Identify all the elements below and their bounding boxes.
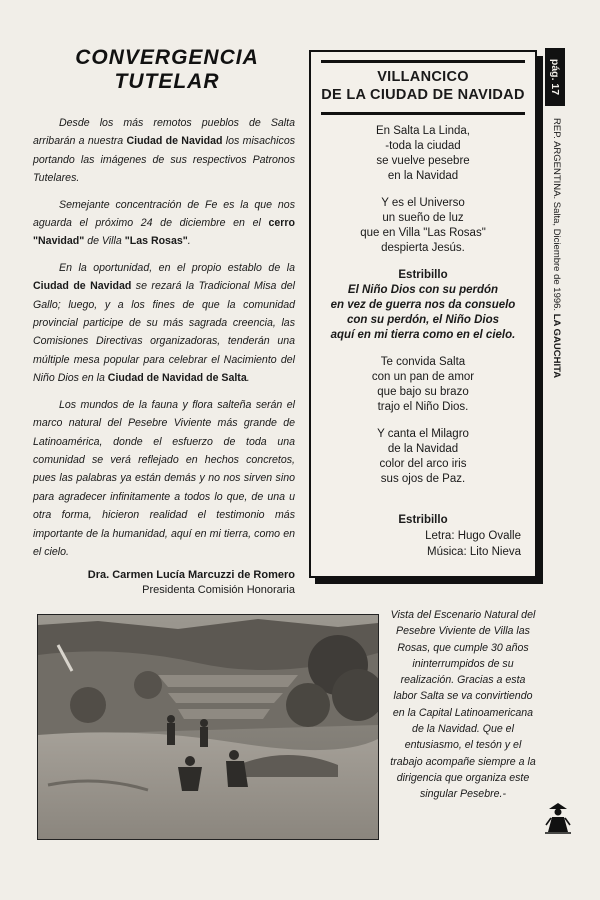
verse-line: con un pan de amor (371, 371, 475, 383)
gaucho-figure-icon (543, 800, 573, 836)
article-paragraph-4: Los mundos de la fauna y flora salteña serán el marco natural del Pesebre Viviente más grande de Latinoamérica, donde el esfuerzo de toda una comunidad se verá reflejado en hechos concretos, pues las palabras ya están demás y no nos sirven sino para agradecer infinitamente a todos lo que, de una u otra forma, hicieron realidad el testimonio más importante de la humanidad, aquí en mi tierra, como en el cielo. (33, 398, 295, 558)
text-run: se rezará la Tradicional Misa del Gallo; luego, y a los fines de que la comunidad provincial participe de su más sagrada creencia, las Comisiones Directivas organizadoras, tenderán una múltiple mesa popular para celebrar el Nacimiento del Niño Dios en la (33, 280, 296, 385)
page-number-tab (545, 48, 565, 106)
edition-line (551, 118, 562, 378)
refrain-line: El Niño Dios con su perdón (347, 284, 499, 296)
signature (33, 568, 295, 598)
verse-line: que en Villa "Las Rosas" (360, 227, 486, 239)
verse-line: se vuelve pesebre (376, 155, 470, 167)
photo-caption: Vista del Escenario Natural del Pesebre Viviente de Villa las Rosas, que cumple 30 años ininterrumpidos de su realización. Gracias a esta labor Salta se va convirtiendo en la Capital Latinoamericana de la Navidad. Que el entusiasmo, el tesón y el trabajo acompañe siempre a la dirigencia que organiza este singular Pesebre.- (390, 609, 536, 801)
stanza-2 (317, 196, 529, 256)
article-paragraph-1 (33, 114, 295, 188)
top-rule (321, 60, 525, 63)
edition-strip (549, 118, 563, 379)
refrain-line: aquí en mi tierra como en el cielo. (330, 329, 516, 341)
verse-line: sus ojos de Paz. (380, 473, 466, 485)
refrain-label: Estribillo (398, 514, 448, 526)
text-run-bold: Ciudad de Navidad de Salta (107, 372, 247, 385)
refrain-line: con su perdón, el Niño Dios (346, 314, 500, 326)
stanza-1 (317, 124, 529, 184)
poem-title (311, 68, 535, 104)
verse-line: que bajo su brazo (377, 386, 469, 398)
text-run-bold: "Las Rosas" (124, 235, 188, 248)
publication-name: LA GAUCHITA (551, 313, 562, 379)
article-paragraph-2 (33, 196, 295, 251)
verse-line: En Salta La Linda, (376, 125, 470, 137)
edition-date: REP. ARGENTINA. Salta, Diciembre de 1996. (551, 118, 562, 314)
verse-line: Y canta el Milagro (377, 428, 469, 440)
villancico-box (309, 50, 537, 578)
poem-text (317, 124, 529, 540)
verse-line: color del arco iris (379, 458, 467, 470)
verse-line: Y es el Universo (381, 197, 465, 209)
text-run: En la oportunidad, en el propio establo de la (59, 261, 295, 274)
page-number: pág. 17 (549, 58, 561, 96)
photo-illustration (38, 615, 378, 839)
verse-line: un sueño de luz (382, 212, 464, 224)
signature-name: Dra. Carmen Lucía Marcuzzi de Romero (87, 569, 295, 581)
text-run: . (187, 235, 191, 248)
text-run: de Villa (84, 235, 125, 248)
article-title (62, 46, 272, 94)
refrain-repeat (317, 513, 529, 528)
stanza-4 (317, 427, 529, 487)
title-underline (321, 112, 525, 115)
poem-credits (425, 528, 521, 560)
pesebre-photo (37, 614, 379, 840)
text-run-bold: Ciudad de Navidad (33, 280, 132, 293)
signature-role: Presidenta Comisión Honoraria (142, 584, 295, 596)
text-run: Desde los más remotos pueblos de Salta arribarán a nuestra (33, 117, 295, 148)
text-run: los misachicos portando las imágenes de sus respectivos Patronos Tutelares. (33, 135, 296, 185)
poem-title-line-2: DE LA CIUDAD DE NAVIDAD (321, 87, 525, 103)
poem-title-line-1: VILLANCICO (377, 69, 469, 85)
verse-line: despierta Jesús. (381, 242, 465, 254)
article-title-line-1: CONVERGENCIA (75, 46, 259, 69)
verse-line: de la Navidad (387, 443, 459, 455)
text-run: . (246, 372, 250, 385)
refrain-line: en vez de guerra nos da consuelo (330, 299, 516, 311)
refrain (317, 268, 529, 343)
verse-line: en la Navidad (387, 170, 459, 182)
refrain-label: Estribillo (398, 269, 448, 281)
music-credit: Música: Lito Nieva (427, 546, 521, 558)
verse-line: -toda la ciudad (385, 140, 461, 152)
article-title-line-2: TUTELAR (114, 70, 220, 93)
lyrics-credit: Letra: Hugo Ovalle (425, 530, 521, 542)
verse-line: Te convida Salta (380, 356, 466, 368)
stanza-3 (317, 355, 529, 415)
text-run-bold: Ciudad de Navidad (126, 135, 223, 148)
article-paragraph-3 (33, 259, 295, 388)
text-run: Semejante concentración de Fe es la que nos aguarda el próximo 24 de diciembre en el (33, 198, 295, 230)
verse-line: trajo el Niño Dios. (377, 401, 469, 413)
text-run-bold: cerro "Navidad" (33, 217, 295, 248)
article-body (33, 114, 295, 569)
